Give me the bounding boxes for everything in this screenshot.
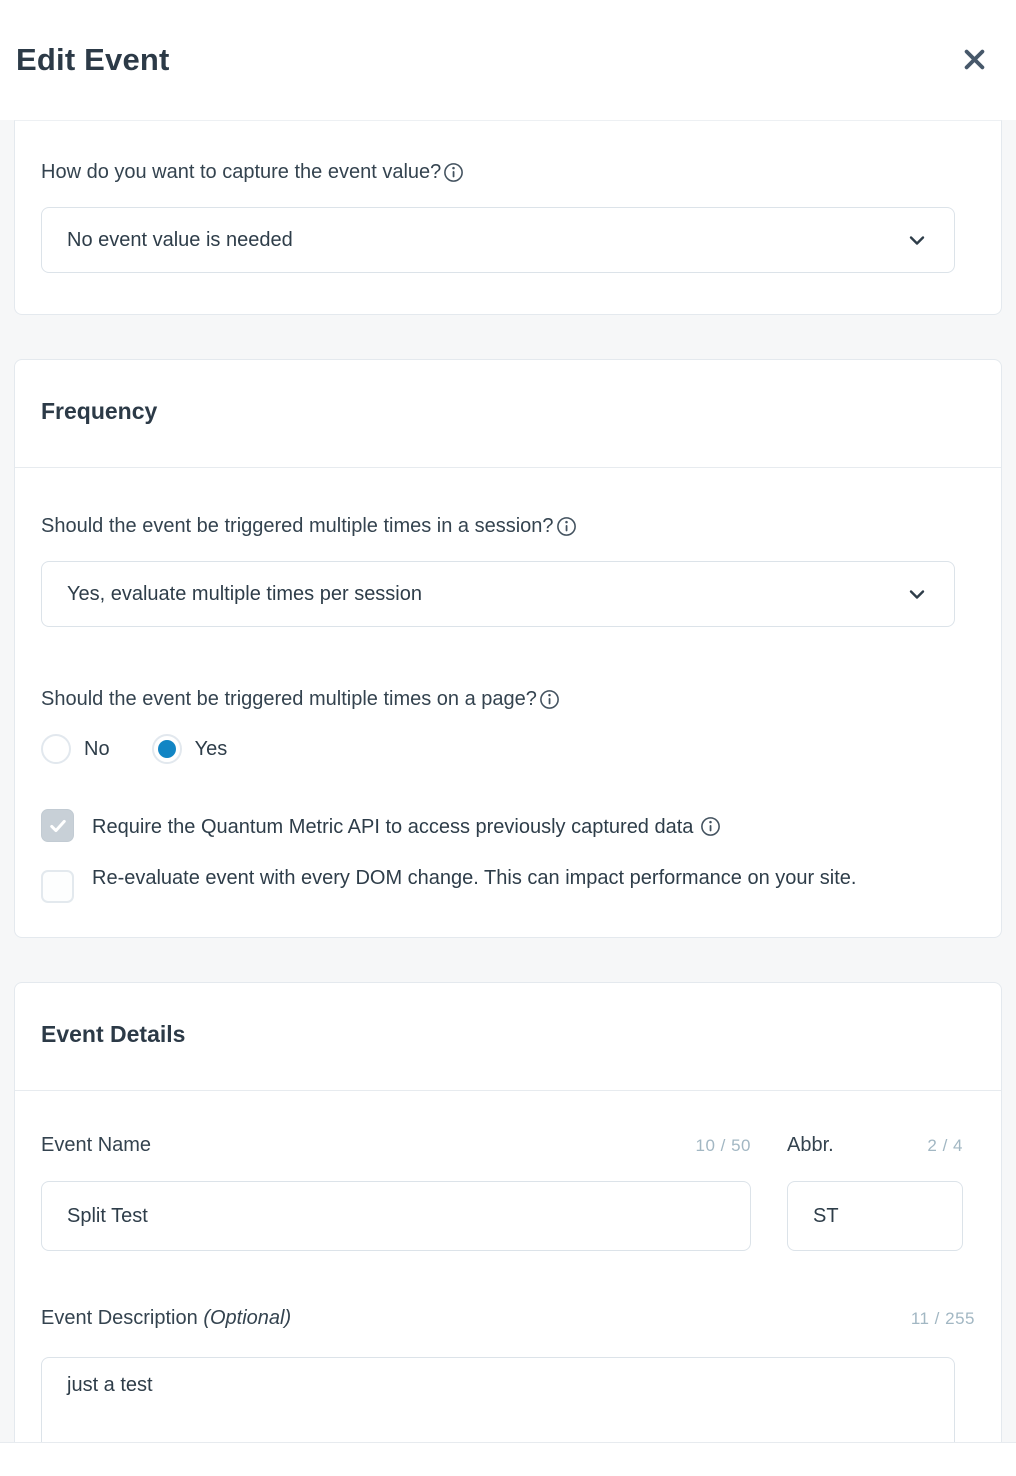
radio-option-yes[interactable]: Yes [152, 734, 228, 764]
info-icon[interactable] [556, 516, 577, 537]
close-button[interactable] [959, 44, 990, 78]
frequency-panel [14, 359, 1002, 938]
chevron-down-icon [905, 582, 929, 606]
modal-body [0, 120, 1016, 1443]
abbr-counter: 2 / 4 [927, 1136, 963, 1155]
optional-tag: (Optional) [203, 1307, 292, 1329]
chevron-down-icon [905, 228, 929, 252]
event-description-counter: 11 / 255 [910, 1309, 975, 1328]
checked-checkbox[interactable] [41, 809, 74, 842]
reevaluate-checkbox-row [41, 860, 975, 903]
close-icon [961, 61, 988, 76]
event-value-question: How do you want to capture the event value? [41, 160, 975, 184]
event-details-heading: Event Details [41, 1021, 186, 1047]
reevaluate-label: Re-evaluate event with every DOM change. This can impact performance on your site. [92, 867, 857, 889]
abbr-label: Abbr. [787, 1134, 834, 1156]
page-frequency-radio-group [41, 732, 975, 766]
page-question: Should the event be triggered multiple times on a page? [41, 687, 975, 711]
event-name-counter: 10 / 50 [695, 1136, 751, 1155]
event-name-input[interactable] [41, 1181, 751, 1251]
session-frequency-select[interactable]: Yes, evaluate multiple times per session [41, 561, 955, 627]
frequency-heading: Frequency [41, 398, 158, 424]
abbr-input[interactable] [787, 1181, 963, 1251]
radio-option-no[interactable]: No [41, 734, 110, 764]
event-name-label: Event Name [41, 1134, 152, 1156]
radio-selected-icon [152, 734, 182, 764]
modal-header [0, 0, 1016, 120]
modal-title: Edit Event [16, 42, 170, 77]
require-api-checkbox-row [41, 809, 975, 845]
event-value-panel [14, 120, 1002, 315]
radio-unselected-icon [41, 734, 71, 764]
require-api-label: Require the Quantum Metric API to access previously captured data [92, 809, 721, 845]
event-description-label: Event Description (Optional) [41, 1307, 292, 1329]
session-question: Should the event be triggered multiple times in a session? [41, 514, 975, 538]
info-icon[interactable] [539, 689, 560, 710]
event-description-input[interactable] [41, 1357, 955, 1443]
event-details-panel [14, 982, 1002, 1443]
info-icon[interactable] [443, 162, 464, 183]
event-value-select[interactable]: No event value is needed [41, 207, 955, 273]
info-icon[interactable] [700, 813, 721, 834]
unchecked-checkbox[interactable] [41, 870, 74, 903]
